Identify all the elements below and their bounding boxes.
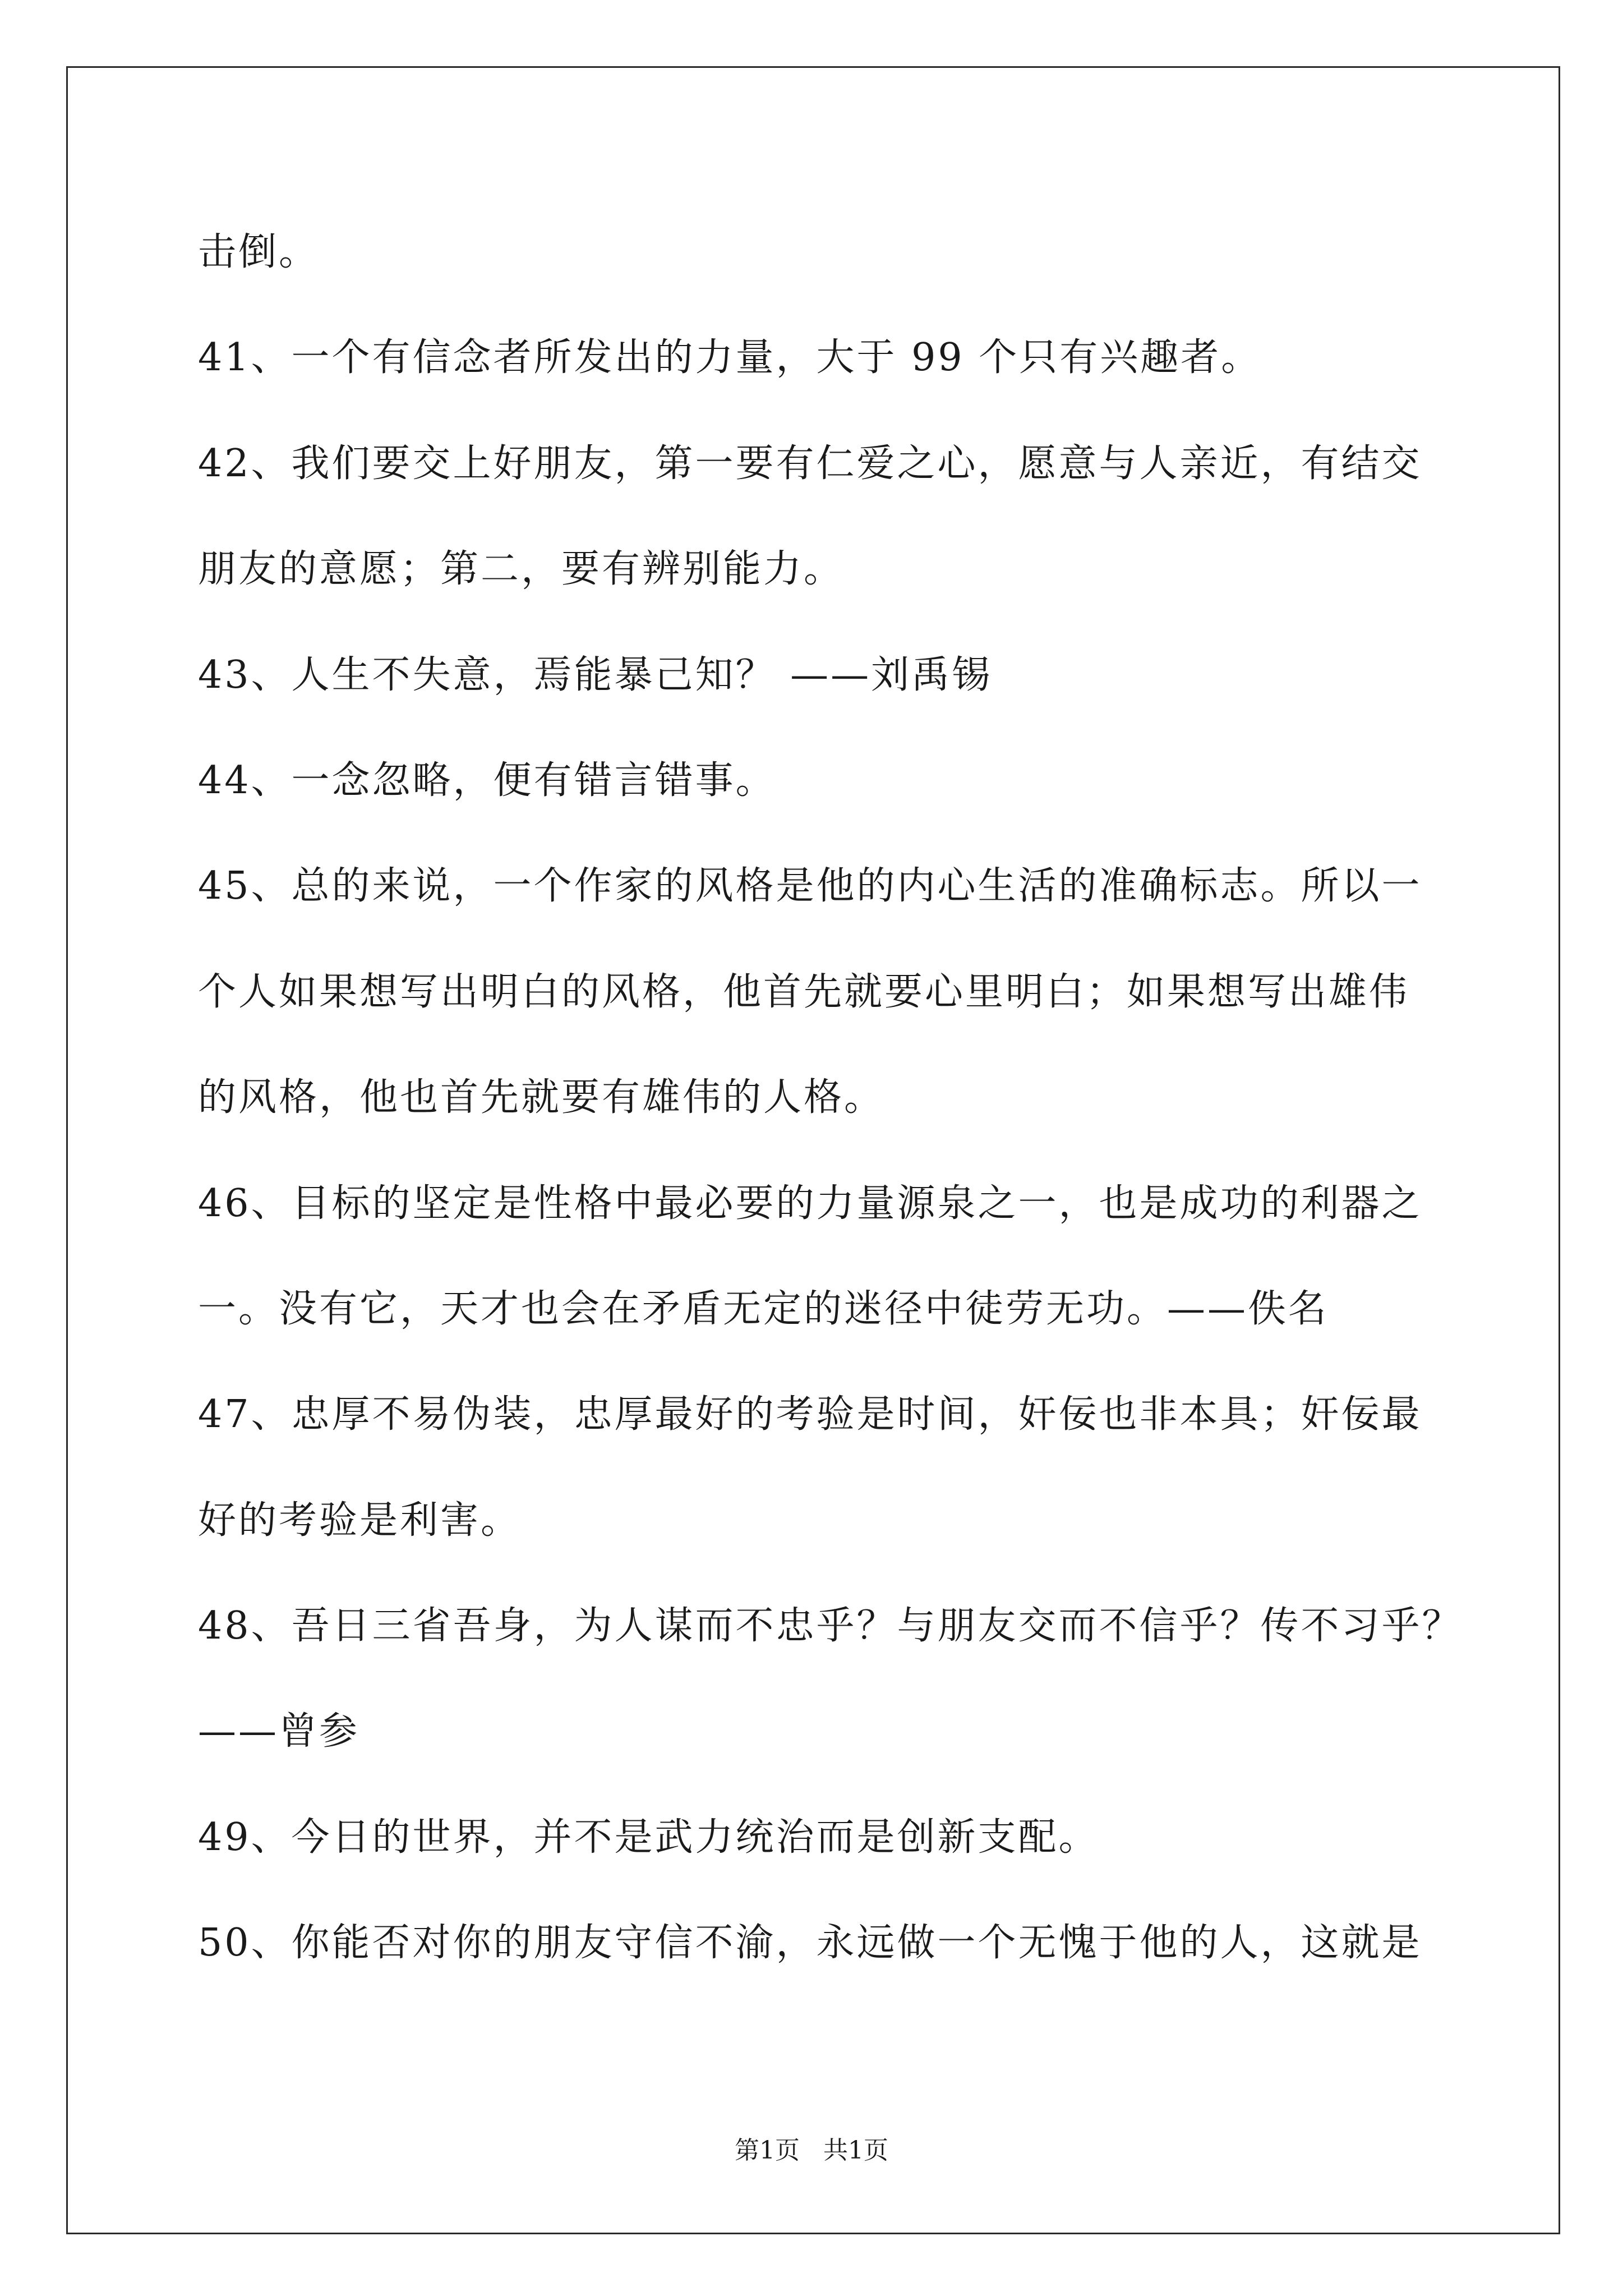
document-body [198, 200, 1533, 1996]
text-line: 朋友的意愿；第二，要有辨别能力。 [198, 547, 845, 592]
text-line: 43、人生不失意，焉能暴己知？ ——刘禹锡 [198, 652, 993, 697]
text-line: 50、你能否对你的朋友守信不渝，永远做一个无愧于他的人，这就是 [198, 1921, 1422, 1966]
text-line: 个人如果想写出明白的风格，他首先就要心里明白；如果想写出雄伟 [198, 969, 1410, 1014]
text-line: 好的考验是利害。 [198, 1498, 522, 1543]
text-line: 47、忠厚不易伪装，忠厚最好的考验是时间，奸佞也非本具；奸佞最 [198, 1392, 1422, 1437]
text-line: 45、总的来说，一个作家的风格是他的内心生活的准确标志。所以一 [198, 864, 1422, 909]
text-line: 的风格，他也首先就要有雄伟的人格。 [198, 1075, 885, 1120]
text-line: 一。没有它，天才也会在矛盾无定的迷径中徒劳无功。——佚名 [198, 1286, 1329, 1331]
text-line: ——曾参 [198, 1709, 360, 1754]
text-line: 41、一个有信念者所发出的力量，大于 99 个只有兴趣者。 [198, 335, 1262, 380]
text-line: 46、目标的坚定是性格中最必要的力量源泉之一，也是成功的利器之 [198, 1181, 1422, 1226]
text-line: 42、我们要交上好朋友，第一要有仁爱之心，愿意与人亲近，有结交 [198, 441, 1422, 486]
text-line: 48、吾日三省吾身，为人谋而不忠乎？与朋友交而不信乎？传不习乎？ [198, 1604, 1463, 1649]
page-footer-page-number: 第1页 共1页 [735, 2136, 888, 2165]
text-line: 49、今日的世界，并不是武力统治而是创新支配。 [198, 1815, 1099, 1860]
text-line: 44、一念忽略，便有错言错事。 [198, 758, 776, 803]
text-line: 击倒。 [198, 230, 320, 274]
